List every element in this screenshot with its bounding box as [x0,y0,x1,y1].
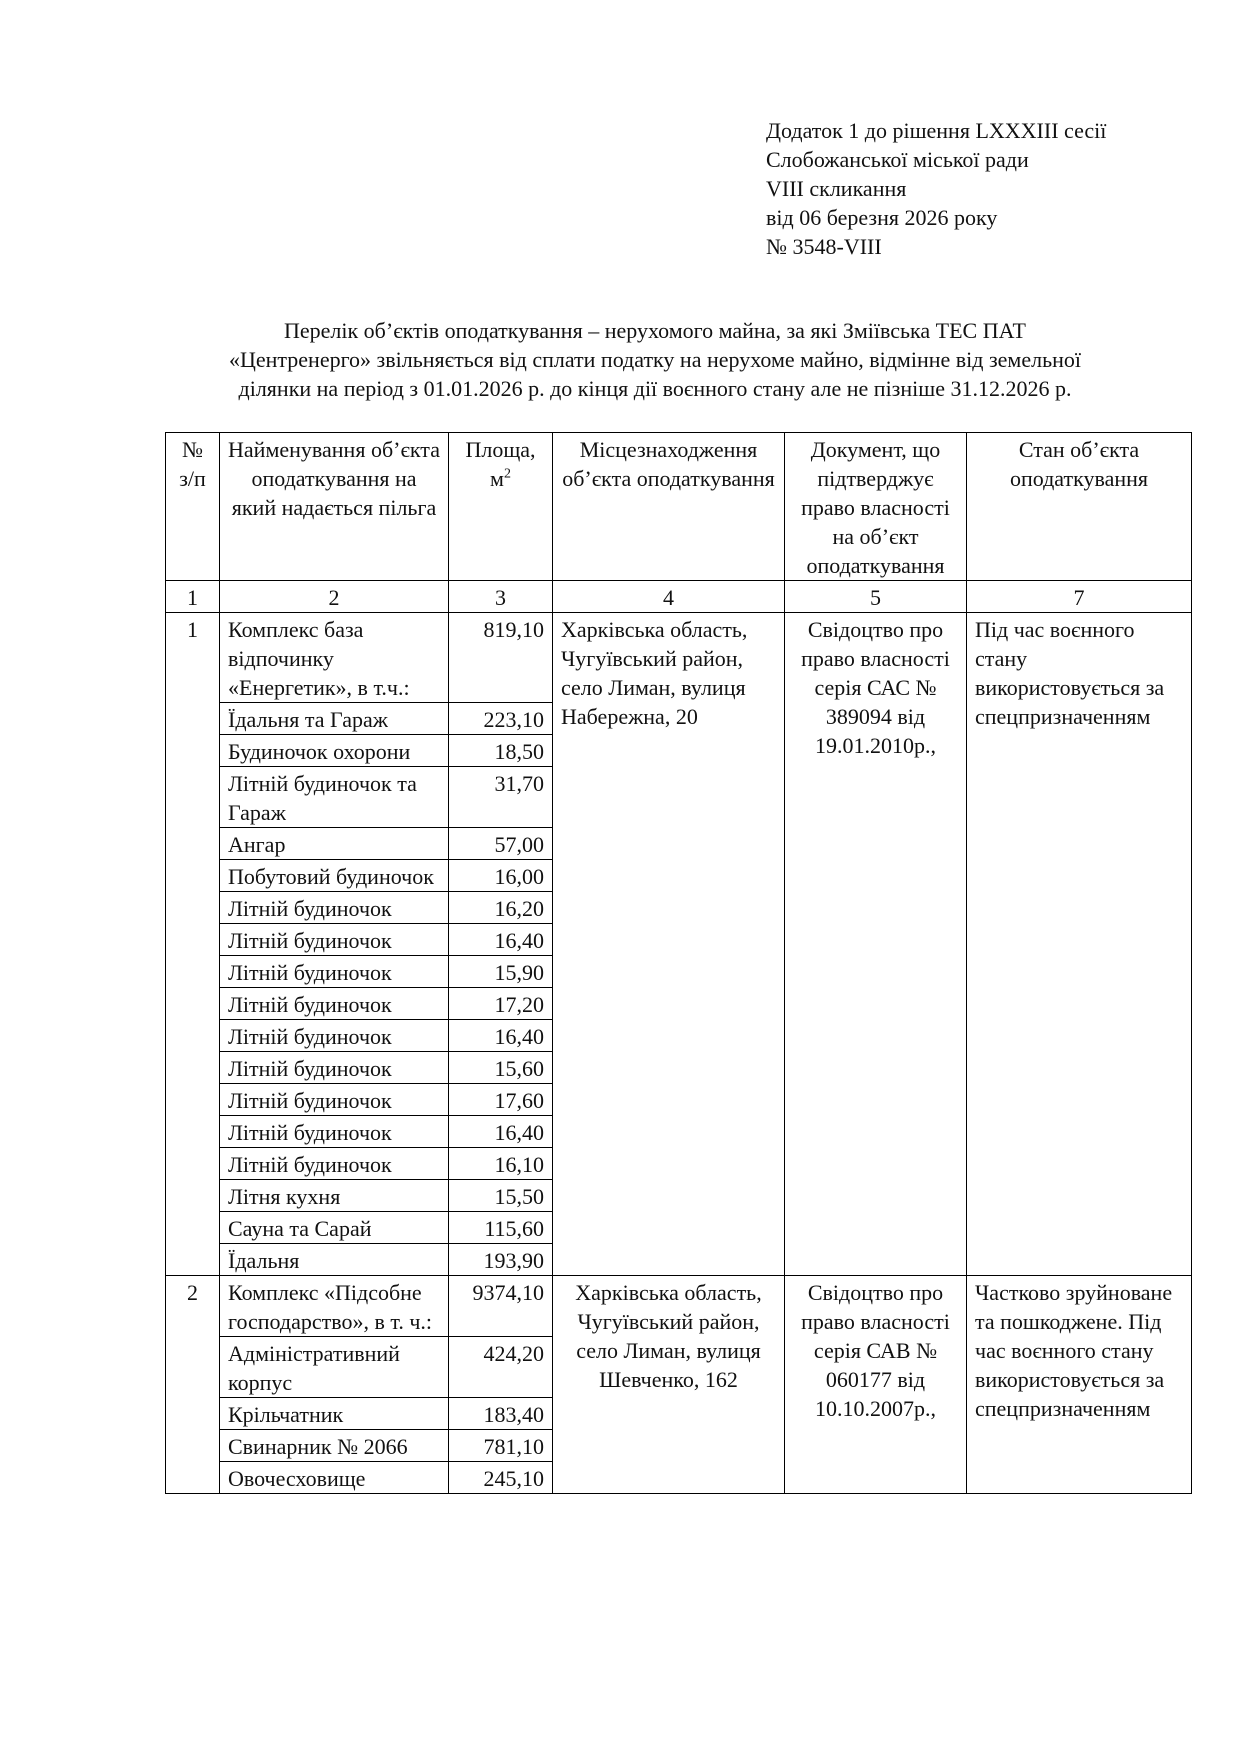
object-area: 16,10 [449,1148,553,1180]
column-number: 2 [220,581,449,613]
object-name: Літній будиночок [220,1020,449,1052]
object-area: 16,40 [449,924,553,956]
object-area: 17,20 [449,988,553,1020]
object-name: Адміністративний корпус [220,1337,449,1398]
object-area: 16,40 [449,1116,553,1148]
object-area: 16,40 [449,1020,553,1052]
object-area: 781,10 [449,1430,553,1462]
object-name: Літній будиночок [220,892,449,924]
header-location: Місцезнаходження об’єкта оподаткування [553,433,785,581]
object-area: 193,90 [449,1244,553,1276]
object-name: Побутовий будиночок [220,860,449,892]
object-name: Комплекс база відпочинку «Енергетик», в т.ч.: [220,613,449,703]
document-title [160,316,1150,403]
object-name: Літня кухня [220,1180,449,1212]
row-number: 2 [166,1276,220,1494]
object-location: Харківська область, Чугуївський район, село Лиман, вулиця Шевченко, 162 [553,1276,785,1494]
object-area: 15,90 [449,956,553,988]
title-line: ділянки на період з 01.01.2026 р. до кінця дії воєнного стану але не пізніше 31.12.2026 р. [238,376,1072,401]
object-area: 115,60 [449,1212,553,1244]
object-area: 57,00 [449,828,553,860]
title-line: «Центренерго» звільняється від сплати податку на нерухоме майно, відмінне від земельної [228,347,1082,372]
header-num: № з/п [166,433,220,581]
object-area: 183,40 [449,1398,553,1430]
object-name: Літній будиночок [220,1052,449,1084]
header-area-label: Площа, м [465,437,536,491]
property-table [165,432,1192,1494]
object-state: Під час воєнного стану використовується за спецпризначенням [967,613,1192,1276]
object-area: 15,50 [449,1180,553,1212]
object-area: 223,10 [449,703,553,735]
object-name: Крільчатник [220,1398,449,1430]
column-number: 3 [449,581,553,613]
ownership-document: Свідоцтво про право власності серія САВ № 060177 від 10.10.2007р., [785,1276,967,1494]
object-name: Літній будиночок [220,924,449,956]
object-area: 17,60 [449,1084,553,1116]
object-area: 18,50 [449,735,553,767]
object-name: Свинарник № 2066 [220,1430,449,1462]
object-state: Частково зруйноване та пошкоджене. Під час воєнного стану використовується за спецпризначенням [967,1276,1192,1494]
object-name: Сауна та Сарай [220,1212,449,1244]
header-area [449,433,553,581]
ownership-document: Свідоцтво про право власності серія САС № 389094 від 19.01.2010р., [785,613,967,1276]
table-row [166,1276,1192,1337]
object-area: 424,20 [449,1337,553,1398]
addendum-line: Слобожанської міської ради [766,147,1029,172]
object-area: 819,10 [449,613,553,703]
column-number-row [166,581,1192,613]
header-area-sup: 2 [503,466,511,482]
object-name: Овочесховище [220,1462,449,1494]
object-area: 16,00 [449,860,553,892]
column-number: 1 [166,581,220,613]
object-name: Їдальня та Гараж [220,703,449,735]
object-name: Їдальня [220,1244,449,1276]
row-number: 1 [166,613,220,1276]
table-row [166,613,1192,703]
title-line: Перелік об’єктів оподаткування – нерухомого майна, за які Зміївська ТЕС ПАТ [283,318,1026,343]
header-state: Стан об’єкта оподаткування [967,433,1192,581]
object-name: Літній будиночок [220,1116,449,1148]
column-number: 7 [967,581,1192,613]
object-area: 245,10 [449,1462,553,1494]
addendum-number: № 3548-VIII [766,234,882,259]
column-number: 5 [785,581,967,613]
object-name: Комплекс «Підсобне господарство», в т. ч.: [220,1276,449,1337]
column-number: 4 [553,581,785,613]
object-name: Літній будиночок [220,956,449,988]
object-name: Літній будиночок [220,1148,449,1180]
addendum-block [766,116,1106,261]
object-name: Літній будиночок та Гараж [220,767,449,828]
object-location: Харківська область, Чугуївський район, село Лиман, вулиця Набережна, 20 [553,613,785,1276]
object-area: 16,20 [449,892,553,924]
header-document: Документ, що підтверджує право власності на об’єкт оподаткування [785,433,967,581]
addendum-line: VIII скликання [766,176,907,201]
addendum-date: від 06 березня 2026 року [766,205,998,230]
object-name: Літній будиночок [220,988,449,1020]
object-name: Ангар [220,828,449,860]
object-name: Літній будиночок [220,1084,449,1116]
object-area: 15,60 [449,1052,553,1084]
header-name: Найменування об’єкта оподаткування на який надається пільга [220,433,449,581]
object-area: 31,70 [449,767,553,828]
object-area: 9374,10 [449,1276,553,1337]
object-name: Будиночок охорони [220,735,449,767]
addendum-line: Додаток 1 до рішення LXXXIII сесії [766,118,1107,143]
header-row [166,433,1192,581]
